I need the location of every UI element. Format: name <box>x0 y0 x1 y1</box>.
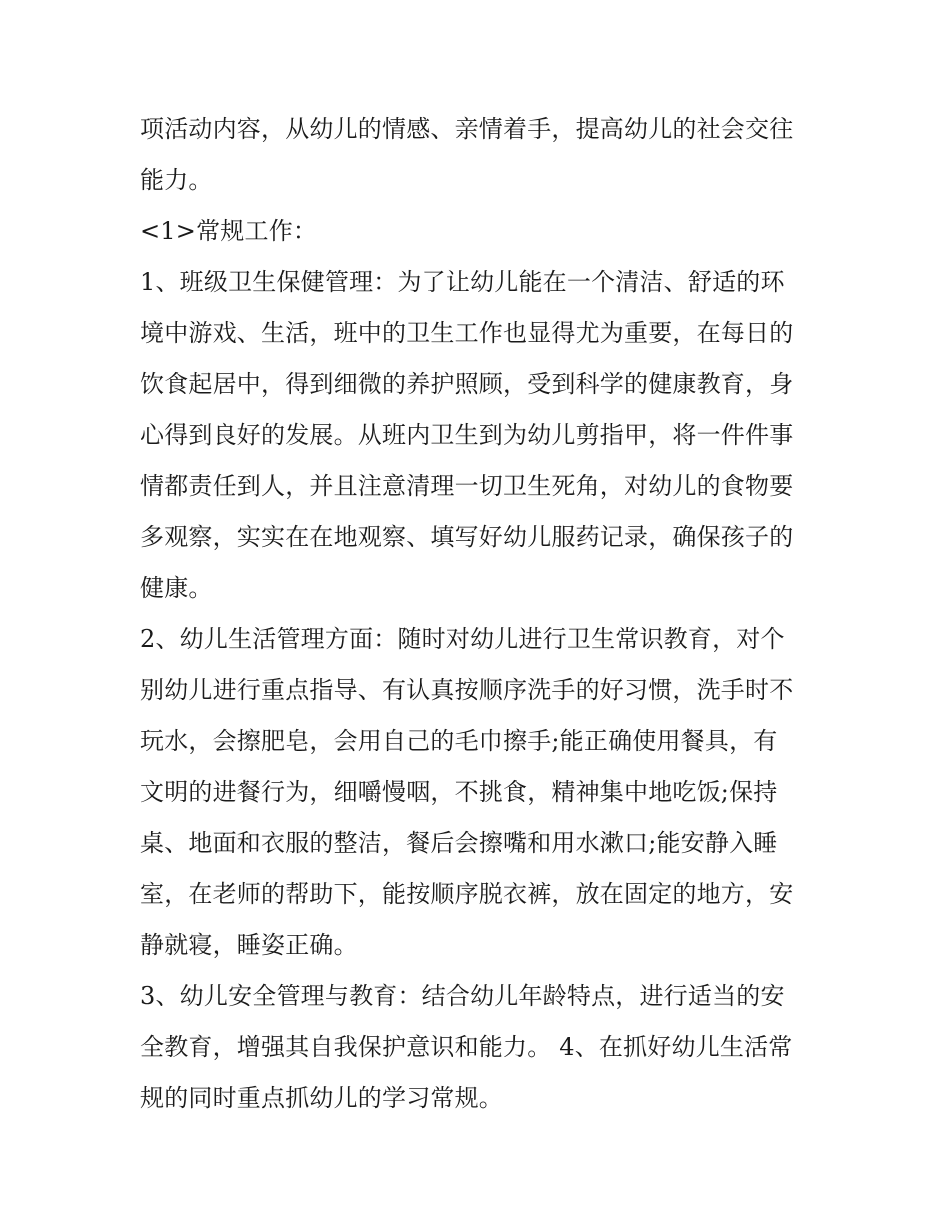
text-line: 境中游戏、生活，班中的卫生工作也显得尤为重要，在每日的 <box>140 319 794 347</box>
text-line: 3、幼儿安全管理与教育：结合幼儿年龄特点，进行适当的安 <box>140 982 785 1010</box>
text-line: 规的同时重点抓幼儿的学习常规。 <box>140 1084 503 1112</box>
text-line: 情都责任到人，并且注意清理一切卫生死角，对幼儿的食物要 <box>140 472 794 500</box>
text-line: 1、班级卫生保健管理：为了让幼儿能在一个清洁、舒适的环 <box>140 268 785 296</box>
text-line: 项活动内容，从幼儿的情感、亲情着手，提高幼儿的社会交往 <box>140 115 794 143</box>
text-line: 2、幼儿生活管理方面：随时对幼儿进行卫生常识教育，对个 <box>140 625 785 653</box>
text-line: 全教育，增强其自我保护意识和能力。 4、在抓好幼儿生活常 <box>140 1033 793 1061</box>
text-line: 健康。 <box>140 574 213 602</box>
text-line: 静就寝，睡姿正确。 <box>140 931 358 959</box>
text-line: 别幼儿进行重点指导、有认真按顺序洗手的好习惯，洗手时不 <box>140 676 794 704</box>
text-line: 能力。 <box>140 166 213 194</box>
text-line: 室，在老师的帮助下，能按顺序脱衣裤，放在固定的地方，安 <box>140 880 794 908</box>
text-line: 饮食起居中，得到细微的养护照顾，受到科学的健康教育，身 <box>140 370 794 398</box>
text-line: 玩水，会擦肥皂，会用自己的毛巾擦手;能正确使用餐具，有 <box>140 727 778 755</box>
text-line: 心得到良好的发展。从班内卫生到为幼儿剪指甲，将一件件事 <box>140 421 794 449</box>
text-line: 文明的进餐行为，细嚼慢咽，不挑食，精神集中地吃饭;保持 <box>140 778 778 806</box>
body-text <box>140 104 820 1124</box>
text-line: 多观察，实实在在地观察、填写好幼儿服药记录，确保孩子的 <box>140 523 794 551</box>
text-line: 桌、地面和衣服的整洁，餐后会擦嘴和用水漱口;能安静入睡 <box>140 829 778 857</box>
section-heading: <1>常规工作： <box>140 217 318 245</box>
